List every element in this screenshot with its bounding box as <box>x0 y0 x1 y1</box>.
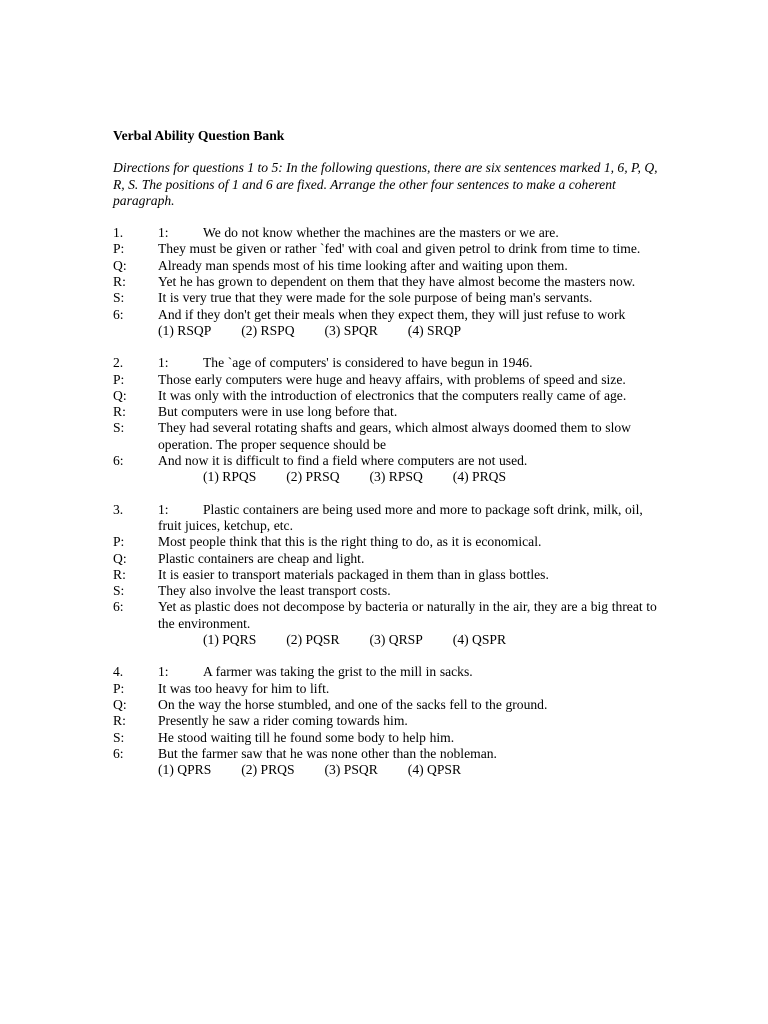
sentence-label: 1: <box>158 355 169 371</box>
sentence-label: S: <box>113 290 125 306</box>
sentence-label: R: <box>113 404 126 420</box>
sentence-line <box>113 697 658 713</box>
answer-option: (3) SPQR <box>324 322 378 338</box>
answer-option: (2) PRSQ <box>286 469 340 485</box>
sentence-line <box>113 681 658 697</box>
sentence-label: P: <box>113 241 125 257</box>
sentence-text: It is easier to transport materials packaged in them than in glass bottles. <box>158 566 549 582</box>
answer-option: (1) RPQS <box>203 469 257 485</box>
answer-option: (3) PSQR <box>324 762 378 778</box>
sentence-line <box>113 420 658 453</box>
answer-option: (2) RSPQ <box>241 322 295 338</box>
answer-options <box>113 762 658 778</box>
sentence-line <box>113 730 658 746</box>
answer-option: (3) QRSP <box>369 632 423 648</box>
answer-options <box>113 469 658 485</box>
sentence-line <box>113 241 658 257</box>
sentence-text: It was only with the introduction of electronics that the computers really came of age. <box>158 387 627 403</box>
question-first-line <box>113 355 658 371</box>
sentence-line <box>113 599 658 632</box>
sentence-line <box>113 583 658 599</box>
answer-option: (4) QPSR <box>407 762 462 778</box>
sentence-label: Q: <box>113 696 127 712</box>
answer-option: (1) QPRS <box>158 762 212 778</box>
sentence-text: Yet he has grown to dependent on them that they have almost become the masters now. <box>158 274 636 290</box>
sentence-text: On the way the horse stumbled, and one of the sacks fell to the ground. <box>158 696 548 712</box>
sentence-line <box>113 404 658 420</box>
sentence-label: S: <box>113 420 125 436</box>
sentence-label: R: <box>113 274 126 290</box>
question-1 <box>113 225 658 339</box>
sentence-label: 6: <box>113 306 124 322</box>
sentence-label: P: <box>113 371 125 387</box>
question-number: 4. <box>113 664 124 680</box>
sentence-label: S: <box>113 583 125 599</box>
question-3 <box>113 502 658 649</box>
sentence-label: 1: <box>158 501 169 517</box>
sentence-text: It was too heavy for him to lift. <box>158 680 330 696</box>
answer-option: (1) RSQP <box>158 322 212 338</box>
sentence-label: 1: <box>158 664 169 680</box>
sentence-text: Presently he saw a rider coming towards him. <box>158 713 408 729</box>
sentence-text: He stood waiting till he found some body to help him. <box>158 729 455 745</box>
answer-options <box>113 323 658 339</box>
sentence-text: A farmer was taking the grist to the mill in sacks. <box>203 664 473 680</box>
question-4 <box>113 664 658 778</box>
sentence-line <box>113 372 658 388</box>
sentence-line <box>113 713 658 729</box>
sentence-label: R: <box>113 566 126 582</box>
sentence-label: P: <box>113 534 125 550</box>
sentence-text: Plastic containers are cheap and light. <box>158 550 365 566</box>
sentence-line <box>113 453 658 469</box>
sentence-text: They had several rotating shafts and gears, which almost always doomed them to slow operation. The proper sequence should be <box>158 420 631 452</box>
sentence-text: They must be given or rather `fed' with coal and given petrol to drink from time to time. <box>158 241 641 257</box>
answer-option: (4) SRQP <box>407 322 462 338</box>
sentence-text: Yet as plastic does not decompose by bacteria or naturally in the air, they are a big threat to the environment. <box>158 599 657 631</box>
answer-option: (4) QSPR <box>452 632 507 648</box>
sentence-label: R: <box>113 713 126 729</box>
sentence-line <box>113 551 658 567</box>
sentence-line <box>113 567 658 583</box>
sentence-line <box>113 388 658 404</box>
sentence-label: S: <box>113 729 125 745</box>
sentence-text: But computers were in use long before that. <box>158 404 398 420</box>
sentence-line <box>113 534 658 550</box>
sentence-text: The `age of computers' is considered to have begun in 1946. <box>203 355 533 371</box>
sentence-text: But the farmer saw that he was none other than the nobleman. <box>158 745 497 761</box>
sentence-label: 1: <box>158 225 169 241</box>
sentence-label: 6: <box>113 453 124 469</box>
sentence-label: P: <box>113 680 125 696</box>
sentence-text: They also involve the least transport costs. <box>158 583 391 599</box>
question-list <box>113 225 658 778</box>
answer-options <box>113 632 658 648</box>
answer-option: (4) PRQS <box>452 469 507 485</box>
question-first-line <box>113 225 658 241</box>
directions-text: Directions for questions 1 to 5: In the following questions, there are six sentences marked 1, 6, P, Q, R, S. The positions of 1 and 6 are fixed. Arrange the other four sentences to make a coherent paragraph. <box>113 160 658 208</box>
sentence-text: Already man spends most of his time looking after and waiting upon them. <box>158 257 568 273</box>
sentence-line <box>113 274 658 290</box>
question-number: 3. <box>113 501 124 517</box>
answer-option: (2) PQSR <box>286 632 340 648</box>
sentence-text: Most people think that this is the right thing to do, as it is economical. <box>158 534 542 550</box>
sentence-text: And now it is difficult to find a field where computers are not used. <box>158 453 528 469</box>
answer-option: (2) PRQS <box>241 762 295 778</box>
question-first-line <box>113 502 658 535</box>
question-2 <box>113 355 658 485</box>
sentence-text: Those early computers were huge and heavy affairs, with problems of speed and size. <box>158 371 626 387</box>
sentence-line <box>113 746 658 762</box>
answer-option: (3) RPSQ <box>369 469 423 485</box>
sentence-label: Q: <box>113 550 127 566</box>
document-title: Verbal Ability Question Bank <box>113 128 285 143</box>
sentence-label: 6: <box>113 599 124 615</box>
sentence-text: It is very true that they were made for the sole purpose of being man's servants. <box>158 290 593 306</box>
sentence-label: Q: <box>113 387 127 403</box>
question-number: 1. <box>113 225 124 241</box>
question-number: 2. <box>113 355 124 371</box>
sentence-label: 6: <box>113 745 124 761</box>
sentence-text: Plastic containers are being used more and more to package soft drink, milk, oil, fruit juices, ketchup, etc. <box>158 501 643 533</box>
sentence-label: Q: <box>113 257 127 273</box>
sentence-line <box>113 290 658 306</box>
question-first-line <box>113 664 658 680</box>
answer-option: (1) PQRS <box>203 632 257 648</box>
sentence-line <box>113 307 658 323</box>
document-page <box>113 128 658 794</box>
sentence-text: We do not know whether the machines are the masters or we are. <box>203 225 559 241</box>
sentence-line <box>113 258 658 274</box>
sentence-text: And if they don't get their meals when they expect them, they will just refuse to work <box>158 306 626 322</box>
